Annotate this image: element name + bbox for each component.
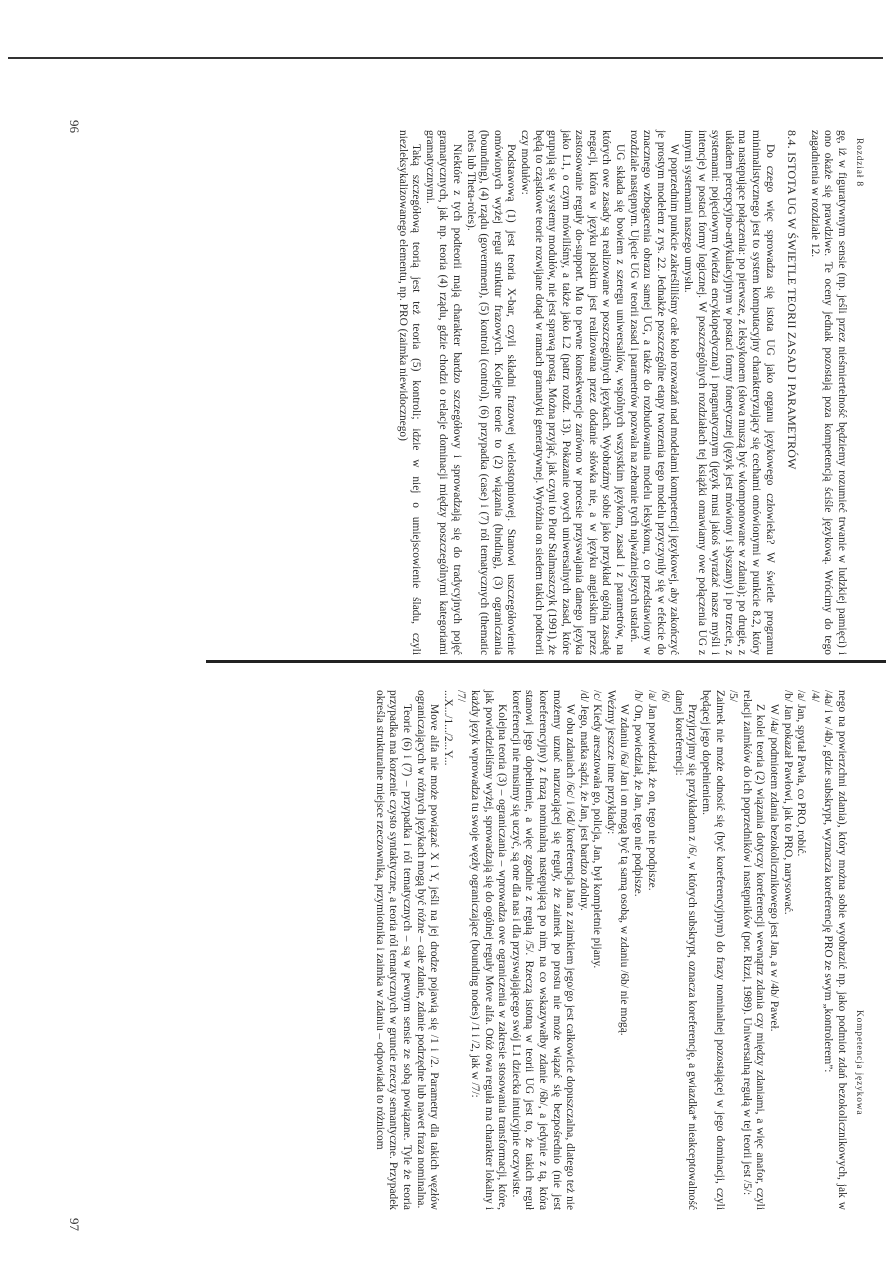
example-label: /6/ <box>659 690 672 703</box>
example-label: /4/ <box>808 690 821 703</box>
page-divider-line <box>206 660 886 663</box>
running-head-left: Rozdział 8 <box>854 138 864 187</box>
intro-paragraph: nego na powierzchni zdania), który można sobie wyobrazić np. jako podmiot zdań bezokolicznikowych, jak w /4a/ i w /4b/, gdzie subskrypt, wyznacza koreferencję PRO ze swym „kontrolerem”: <box>822 690 848 1210</box>
body-paragraph: Niektóre z tych podteorii mają charakter bardzo szczegółowy i sprowadzają się do tradycyjnych pojęć gramatycznych, jak np. teoria (4) rządu, gdzie chodzi o relacje dominacji między poszczególnymi kategoriami gramatycznymi. <box>423 130 463 655</box>
intro-paragraph: gę, iż w figuratywnym sensie (np. jeśli przez nieśmiertelność będziemy rozumieć trwanie w ludzkiej pamięci) i ono okaże się prawdziwe. Te oceny jednak pozostają poza kompetencją ściśle językową. Wrócimy do tego zagadnienia w rozdziale 12. <box>808 130 848 655</box>
body-paragraph: Move alfa nie może powiązać X i Y, jeśli na jej drodze pojawią się /1 i /2. Parametry dla takich węzłów ograniczających w różnych językach mogą być różne – całe zdanie, zdanie podrzędne lub nawet fraza nominalna. <box>414 690 441 1210</box>
body-paragraph: W zdaniu /6a/ Jan i on mogą być tą samą osobą, w zdaniu /6b/ nie mogą. <box>618 704 631 1036</box>
example-line: /b/ On, powiedział, że Jan, tego nie podpisze. <box>632 690 645 897</box>
page-number-right: 97 <box>67 1218 82 1231</box>
page-number-left: 96 <box>67 120 82 133</box>
page-97 <box>372 690 848 1210</box>
body-paragraph: Z kolei teoria (2) wiązania dotyczy koreferencji wewnątrz zdania czy między zdaniami, a więc anafor, czyli relacji zaimków do ich poprzedników i następników (por. Rizzi, 1989). Uniwersalną regułą w tej teorii jest /5/: <box>740 690 767 1210</box>
body-paragraph: Przyjrzyjmy się przykładom z /6/, w których subskrypt, oznacza koreferencję, a gwiazdka* nieakceptowalność danej koreferencji: <box>672 690 699 1210</box>
body-paragraph: Podstawową (1) jest teoria X-bar, czyli składni frazowej wielostopniowej. Stanowi uszczegółowienie omówionych wyżej reguł struktur frazowych. Kolejne teorie to (2) wiązania (binding), (3) ograniczania (bounding), (4) rządu (government), (5) kontroli (control), (6) przypadka (case) i (7) ról tematycznych (thematic roles lub Theta-roles). <box>464 130 518 655</box>
example-line: /a/ Jan, spytał Pawła, co PRO, robić. <box>795 690 808 857</box>
example-line: /d/ Jego, matka sądzi, że Jan, jest bardzo zdolny. <box>577 690 590 911</box>
page-96 <box>395 130 848 655</box>
body-paragraph: W obu zdaniach /6c/ i /6d/ koreferencja Jana z zaimkiem jego/go jest całkowicie dopuszczalna, dlatego też nie możemy uznać narzucającej się reguły, że zaimek po prostu nie może wiązać się bezpośrednio (nie jest koreferencyjny) z frazą nominalną następującą po nim, na co wskazywałby zdanie /6b/, a jedynie z tą, która stanowi jego dopełnienie, a więc zgodnie z regułą /5/. Rzeczą istotną w teorii UG jest to, że takich reguł koreferencji nie musimy się uczyć, są one dla nas i dla przyswajającego swój L1 dziecka intuicyjnie oczywiste. <box>509 690 577 1210</box>
example-line: /b/ Jan pokazał Pawłowi, jak to PRO, narysować. <box>781 690 794 915</box>
example-label: /7/ <box>455 690 468 703</box>
body-paragraph: Taką szczegółową teorią jest też teoria (5) kontroli; idzie w niej o umiejscowienie śladu, czyli niezleksykalizowanego elementu, np. PRO (zaimka niewidocznego) <box>396 130 423 655</box>
body-paragraph: W poprzednim punkcie zakreśliliśmy całe koło rozważań nad modelami kompetencji językowej, aby zakończyć je prostym modelem z rys. 22. Jednakże poszczególne etapy tworzenia tego modelu przyczyniły się w efekcie do znacznego wzbogacenia obrazu samej UG, a także do rozbudowania modelu leksykonu, co przedstawiony w rozdziale następnym. Ujęcie UG w teorii zasad i parametrów pozwala na zebranie tych najważniejszych ustaleń. <box>627 130 681 655</box>
example-label: /5/ <box>727 690 740 703</box>
running-head-right: Kompetencja językowa <box>854 1010 864 1116</box>
body-paragraph: Kolejna teoria (3) – ograniczania – wprowadza owe ograniczenia w zakresie stosowania transformacji, które, jak powiedzieliśmy wyżej, sprowadzają się do ogólnej reguły Move alfa. Otóż owa reguła ma charakter lokalny i każdy język wprowadza tu swoje węzły ograniczające (bounding nodes) /1 i /2, jak w /7/: <box>468 690 509 1210</box>
body-paragraph: Teorie (6) i (7) – przypadka i ról tematycznych – są w pewnym sensie ze sobą powiązane. Tyle że teoria przypadka ma korzenie czysto syntaktyczne, a teoria ról tematycznych w gruncie rzeczy semantyczne. Przypadek określa strukturalne miejsce rzeczownika, przymiotnika i zaimka w zdaniu – odpowiada to różnicom <box>373 690 413 1210</box>
example-line: ...X.../1.../2...Y... <box>441 690 454 766</box>
body-paragraph: W /4a/ podmiotem zdania bezokolicznikowego jest Jan, a w /4b/ Paweł. <box>768 704 781 1032</box>
top-border-line <box>8 57 883 59</box>
body-paragraph: Weźmy jeszcze inne przykłady: <box>604 690 617 835</box>
example-line: Zaimek nie może odnosić się (być koreferencyjnym) do frazy nominalnej pozostającej w jego dominacji, czyli będącej jego dopełnieniem. <box>700 690 726 1210</box>
example-line: /c/ Kiedy aresztowała go, policja, Jan, był kompletnie pijany. <box>591 690 604 969</box>
body-paragraph: UG składa się bowiem z szeregu uniwersaliów, wspólnych wszystkim językom, zasad i z parametrów, na których owe zasady są realizowane w poszczególnych językach. Wyobraźmy sobie jako przykład ogólną zasadę negacji, która w języku polskim jest realizowana przez dodanie słówka nie, a w języku angielskim przez zastosowanie reguły do-support. Ma to pewne konsekwencje zarówno w procesie przyswajania danego języka jako L1, o czym mówiliśmy, a także jako L2 (patrz rozdz. 13). Pokazanie owych uniwersalnych zasad, które grupują się w systemy modułów, nie jest sprawą prostą. Można przyjąć, jak czyni to Piotr Stalmaszczyk (1991), że będą to cząstkowe teorie rozwijane dotąd w ramach gramatyki generatywnej. Wyróżnia on siedem takich podteorii czy modułów: <box>518 130 627 655</box>
section-heading: 8.4. ISTOTA UG W ŚWIETLE TEORII ZASAD I PARAMETRÓW <box>785 130 800 470</box>
body-paragraph: Do czego więc sprowadza się istota UG jako organu językowego człowieka? W świetle programu minimalistycznego jest to system komputacyjny charakteryzujący się cechami omówionymi w punkcie 8.2, który ma następujące połączenia: po pierwsze, z leksykonem (słowa muszą być wkomponowane w zdania); po drugie, z układem percepcyjno-artykulacyjnym w postaci formy fonetycznej (język jest mówiony i słyszany) i po trzecie, z systemami: pojęciowym (wiedza encyklopedyczna) i pragmatycznym (język musi jakoś wyrażać nasze myśli i intencje) w postaci formy logicznej. W poszczególnych rozdziałach tej książki omawiamy owe połączenia UG z innymi systemami naszego umysłu. <box>682 130 776 655</box>
example-line: /a/ Jan powiedział, że on, tego nie podpisze. <box>645 690 658 891</box>
